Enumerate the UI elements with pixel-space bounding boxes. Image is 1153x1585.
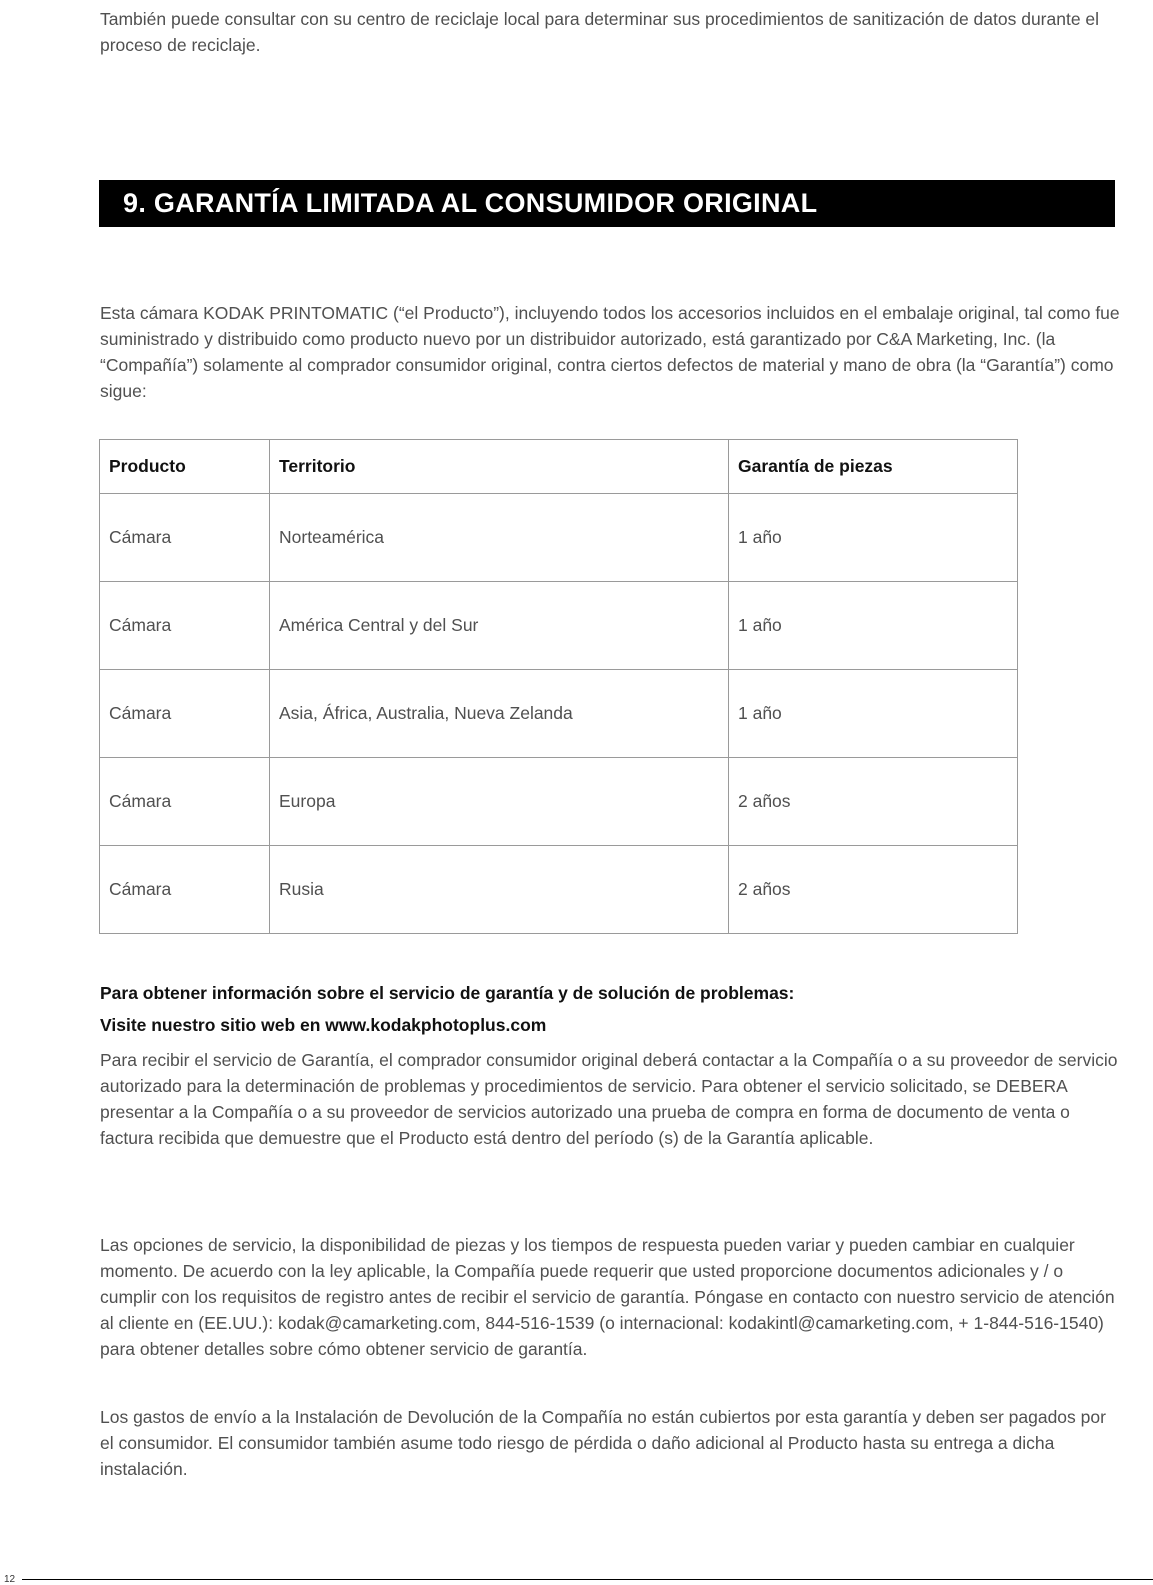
footer-divider (22, 1579, 1153, 1580)
cell-territory: Norteamérica (270, 494, 729, 582)
warranty-intro-paragraph: Esta cámara KODAK PRINTOMATIC (“el Producto”), incluyendo todos los accesorios incluidos en el embalaje original, tal como fue suministrado y distribuido como producto nuevo por un distribuidor autorizado, está garantizado por C&A Marketing, Inc. (la “Compañía”) solamente al comprador consumidor original, contra ciertos defectos de material y mano de obra (la “Garantía”) como sigue: (100, 303, 1120, 401)
cell-product: Cámara (100, 494, 270, 582)
page-number: 12 (4, 1574, 16, 1585)
website-heading: Visite nuestro sitio web en www.kodakphotoplus.com (100, 1015, 547, 1035)
cell-product: Cámara (100, 758, 270, 846)
warranty-table (99, 439, 1018, 934)
cell-territory: Europa (270, 758, 729, 846)
section-title-banner: 9. GARANTÍA LIMITADA AL CONSUMIDOR ORIGINAL (99, 180, 1115, 227)
cell-territory: Asia, África, Australia, Nueva Zelanda (270, 670, 729, 758)
table-header-row (100, 440, 1018, 494)
header-territory: Territorio (270, 440, 729, 494)
service-info-heading: Para obtener información sobre el servicio de garantía y de solución de problemas: (100, 983, 795, 1003)
table-row (100, 494, 1018, 582)
header-product: Producto (100, 440, 270, 494)
cell-warranty: 2 años (729, 846, 1018, 934)
cell-product: Cámara (100, 670, 270, 758)
cell-warranty: 1 año (729, 494, 1018, 582)
table-row (100, 670, 1018, 758)
table-row (100, 758, 1018, 846)
service-paragraph: Para recibir el servicio de Garantía, el comprador consumidor original deberá contactar a la Compañía o a su proveedor de servicio autorizado para la determinación de problemas y procedimientos de servicio. Para obtener el servicio solicitado, se DEBERA presentar a la Compañía o a su proveedor de servicios autorizado una prueba de compra en forma de documento de venta o factura recibida que demuestre que el Producto está dentro del período (s) de la Garantía aplicable. (100, 1050, 1118, 1148)
cell-product: Cámara (100, 582, 270, 670)
cell-territory: América Central y del Sur (270, 582, 729, 670)
header-parts-warranty: Garantía de piezas (729, 440, 1018, 494)
table-row (100, 846, 1018, 934)
shipping-costs-paragraph: Los gastos de envío a la Instalación de Devolución de la Compañía no están cubiertos por esta garantía y deben ser pagados por el consumidor. El consumidor también asume todo riesgo de pérdida o daño adicional al Producto hasta su entrega a dicha instalación. (100, 1407, 1106, 1479)
intro-paragraph: También puede consultar con su centro de reciclaje local para determinar sus procedimientos de sanitización de datos durante el proceso de reciclaje. (100, 9, 1100, 55)
table-row (100, 582, 1018, 670)
cell-warranty: 1 año (729, 670, 1018, 758)
cell-warranty: 1 año (729, 582, 1018, 670)
cell-product: Cámara (100, 846, 270, 934)
service-options-paragraph: Las opciones de servicio, la disponibilidad de piezas y los tiempos de respuesta pueden variar y pueden cambiar en cualquier momento. De acuerdo con la ley aplicable, la Compañía puede requerir que usted proporcione documentos adicionales y / o cumplir con los requisitos de registro antes de recibir el servicio de garantía. Póngase en contacto con nuestro servicio de atención al cliente en (EE.UU.): kodak@camarketing.com, 844-516-1539 (o internacional: kodakintl@camarketing.com, + 1-844-516-1540) para obtener detalles sobre cómo obtener servicio de garantía. (100, 1235, 1115, 1359)
cell-territory: Rusia (270, 846, 729, 934)
cell-warranty: 2 años (729, 758, 1018, 846)
